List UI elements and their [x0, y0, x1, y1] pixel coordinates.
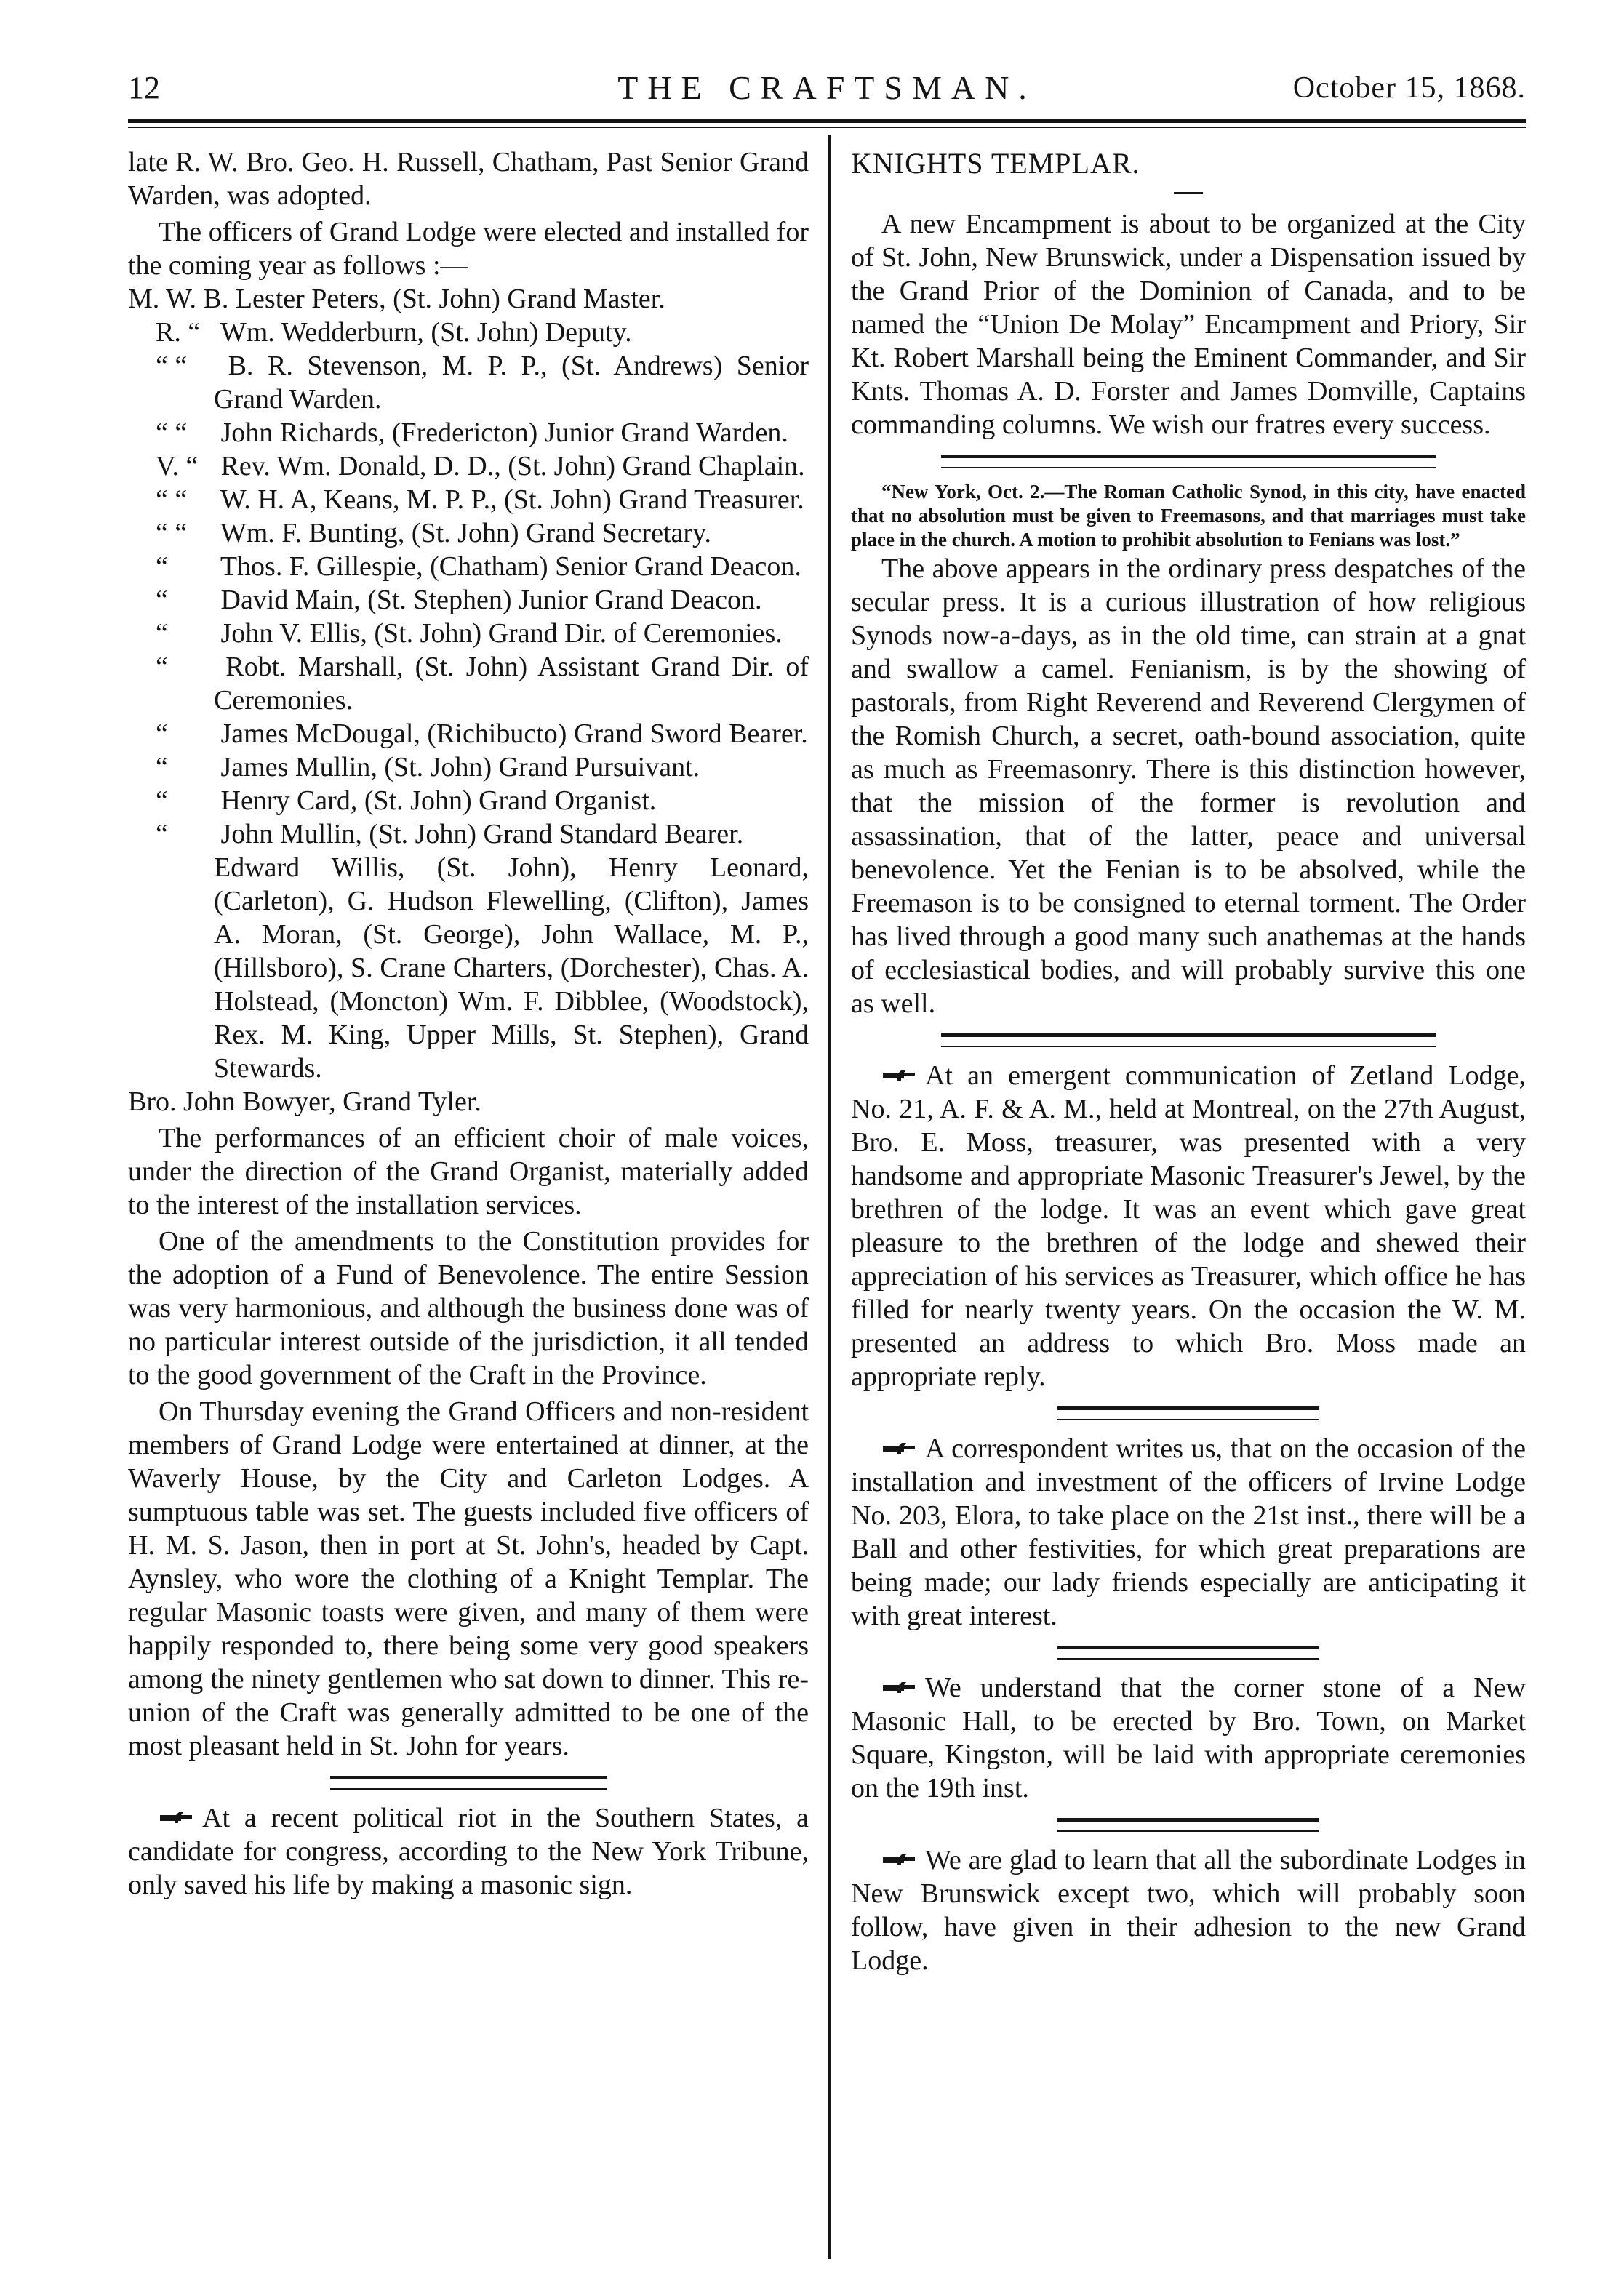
section-rule [1057, 1406, 1319, 1420]
zetland-text: At an emergent communication of Zetland Lodge, No. 21, A. F. & A. M., held at Montreal, on the 27th August, Bro. E. Moss, treasurer, was presented with a very handsome and appropriate Masonic Treasurer's Jewel, by the brethren of the lodge. It was an event which gave great pleasure to the brethren of the lodge and shewed their appreciation of his services as Treasurer, which office he has filled for nearly twenty years. On the occasion the W. M. presented an address to which Bro. Moss made an appropriate reply. [851, 1060, 1526, 1392]
officer-name: B. R. Stevenson, M. P. P., (St. Andrews) Senior Grand Warden. [214, 351, 809, 415]
pointing-hand-icon [881, 1853, 916, 1867]
officer-rank: “ “ [156, 351, 188, 381]
officer-rank: “ “ [156, 518, 188, 548]
right-column [851, 145, 1526, 1977]
officer-rank: “ [156, 785, 168, 816]
page-number: 12 [128, 70, 160, 105]
officer-name: Rev. Wm. Donald, D. D., (St. John) Grand Chaplain. [220, 451, 805, 481]
officers-intro: The officers of Grand Lodge were elected and installed for the coming year as follows :— [128, 217, 809, 281]
officer-rank: “ [156, 819, 168, 849]
officer-entry [128, 516, 809, 550]
officer-name: John Mullin, (St. John) Grand Standard Bearer. [220, 819, 744, 849]
officer-rank: M. W. [128, 284, 196, 314]
knights-templar-heading: KNIGHTS TEMPLAR. [851, 147, 1140, 180]
header-rule-thick [128, 119, 1526, 123]
officer-rank: V. “ [156, 451, 199, 481]
officer-name: Wm. F. Bunting, (St. John) Grand Secretary. [220, 518, 712, 548]
officer-entry [128, 282, 809, 316]
officer-name: James Mullin, (St. John) Grand Pursuivant. [220, 752, 700, 782]
officer-rank: “ [156, 752, 168, 782]
column-divider [828, 135, 831, 2259]
officer-name: David Main, (St. Stephen) Junior Grand Deacon. [220, 585, 762, 615]
officer-entry [128, 416, 809, 449]
officers-list [128, 282, 809, 851]
new-york-dispatch: “New York, Oct. 2.—The Roman Catholic Synod, in this city, have enacted that no absolution must be given to Freemasons, and that marriages must take place in the church. A motion to prohibit absolution to Fenians was lost.” [851, 481, 1526, 551]
officer-name: John V. Ellis, (St. John) Grand Dir. of Ceremonies. [220, 618, 783, 649]
officer-name: Wm. Wedderburn, (St. John) Deputy. [220, 317, 632, 348]
officer-entry [128, 550, 809, 583]
officer-rank: “ [156, 652, 168, 682]
officer-entry [128, 349, 809, 416]
section-rule [1057, 1818, 1319, 1832]
officer-rank: “ [156, 585, 168, 615]
officer-name: James McDougal, (Richibucto) Grand Sword Bearer. [220, 718, 808, 749]
officer-entry [128, 617, 809, 650]
masthead-title: THE CRAFTSMAN. [617, 69, 1036, 106]
dinner-paragraph: On Thursday evening the Grand Officers and non-resident members of Grand Lodge were entertained at dinner, at the Waverly House, by the City and Carleton Lodges. A sumptuous table was set. The guests included five officers of H. M. S. Jason, then in port at St. John's, headed by Capt. Aynsley, who wore the clothing of a Knight Templar. The regular Masonic toasts were given, and many of them were happily responded to, there being some very good speakers among the ninety gentlemen who sat down to dinner. This re-union of the Craft was generally admitted to be one of the most pleasant held in St. John for years. [128, 1396, 809, 1761]
officer-name: W. H. A, Keans, M. P. P., (St. John) Grand Treasurer. [220, 484, 804, 515]
section-rule [1057, 1646, 1319, 1660]
new-brunswick-item [851, 1843, 1526, 1977]
officer-entry [128, 483, 809, 516]
header-rule-thin [128, 127, 1526, 128]
synod-commentary: The above appears in the ordinary press despatches of the secular press. It is a curious illustration of how religious Synods now-a-days, as in the old time, can strain at a gnat and swallow a camel. Fenianism, is by the showing of pastorals, from Right Reverend and Reverend Clergymen of the Romish Church, a secret, oath-bound association, quite as much as Freemasonry. There is this distinction however, that the mission of the former is revolution and assassination, that of the latter, peace and universal benevolence. Yet the Fenian is to be absolved, while the Freemason is to be consigned to eternal torment. The Order has lived through a good many such anathemas at the hands of ecclesiastical bodies, and will probably survive this one as well. [851, 553, 1526, 1019]
officer-rank: “ [156, 551, 168, 582]
pointing-hand-icon [881, 1441, 916, 1456]
pointing-hand-icon [881, 1681, 916, 1695]
section-rule [330, 1776, 607, 1790]
continued-paragraph: late R. W. Bro. Geo. H. Russell, Chatham, Past Senior Grand Warden, was adopted. [128, 147, 809, 211]
officer-entry [128, 583, 809, 617]
irvine-text: A correspondent writes us, that on the occasion of the installation and investment of the officers of Irvine Lodge No. 203, Elora, to take place on the 21st inst., there will be a Ball and other festivities, for which great preparations are being made; our lady friends especially are anticipating it with great interest. [851, 1433, 1526, 1631]
issue-date: October 15, 1868. [1292, 71, 1526, 105]
officer-rank: “ “ [156, 484, 188, 515]
officer-entry [128, 784, 809, 817]
officer-entry [128, 650, 809, 717]
officer-name: Thos. F. Gillespie, (Chatham) Senior Grand Deacon. [220, 551, 801, 582]
officer-entry [128, 817, 809, 851]
page-header [128, 64, 1526, 112]
officer-entry [128, 750, 809, 784]
officer-rank: “ [156, 618, 168, 649]
section-rule [941, 1033, 1436, 1047]
riot-item [128, 1801, 809, 1902]
encampment-paragraph: A new Encampment is about to be organized at the City of St. John, New Brunswick, under a Dispensation issued by the Grand Prior of the Dominion of Canada, and to be named the “Union De Molay” Encampment and Priory, Sir Kt. Robert Marshall being the Eminent Commander, and Sir Knts. Thomas A. D. Forster and James Domville, Captains commanding columns. We wish our fratres every success. [851, 209, 1526, 440]
pointing-hand-icon [881, 1068, 916, 1083]
section-rule [941, 455, 1436, 468]
kingston-text: We understand that the corner stone of a New Masonic Hall, to be erected by Bro. Town, on Market Square, Kingston, will be laid with appropriate ceremonies on the 19th inst. [851, 1673, 1526, 1803]
left-column [128, 145, 809, 1902]
officer-name: Robt. Marshall, (St. John) Assistant Grand Dir. of Ceremonies. [214, 652, 809, 716]
officer-rank: “ [156, 718, 168, 749]
pointing-hand-icon [159, 1811, 193, 1825]
riot-text: At a recent political riot in the Southern States, a candidate for congress, according to the New York Tribune, only saved his life by making a masonic sign. [128, 1803, 809, 1900]
grand-tyler: Bro. John Bowyer, Grand Tyler. [128, 1086, 481, 1117]
zetland-item [851, 1059, 1526, 1393]
officer-rank: “ “ [156, 417, 188, 448]
choir-paragraph: The performances of an efficient choir of male voices, under the direction of the Grand Organist, materially added to the interest of the installation services. [128, 1123, 809, 1220]
officer-entry [128, 449, 809, 483]
amendments-paragraph: One of the amendments to the Constitution provides for the adoption of a Fund of Benevolence. The entire Session was very harmonious, and although the business done was of no particular interest outside of the jurisdiction, it all tended to the good government of the Craft in the Province. [128, 1226, 809, 1390]
irvine-item [851, 1432, 1526, 1633]
heading-dash [1174, 192, 1203, 194]
new-brunswick-text: We are glad to learn that all the subordinate Lodges in New Brunswick except two, which will probably soon follow, have given in their adhesion to the new Grand Lodge. [851, 1845, 1526, 1976]
kingston-item [851, 1671, 1526, 1805]
officer-entry [128, 717, 809, 750]
officer-name: B. Lester Peters, (St. John) Grand Master. [203, 284, 665, 314]
grand-stewards: Edward Willis, (St. John), Henry Leonard, (Carleton), G. Hudson Flewelling, (Clifton), James A. Moran, (St. George), John Wallace, M. P., (Hillsboro), S. Crane Charters, (Dorchester), Chas. A. Holstead, (Moncton) Wm. F. Dibblee, (Woodstock), Rex. M. King, Upper Mills, St. Stephen), Grand Stewards. [214, 852, 809, 1084]
officer-name: Henry Card, (St. John) Grand Organist. [220, 785, 657, 816]
officer-name: John Richards, (Fredericton) Junior Grand Warden. [220, 417, 788, 448]
officer-rank: R. “ [156, 317, 201, 348]
officer-entry [128, 316, 809, 349]
